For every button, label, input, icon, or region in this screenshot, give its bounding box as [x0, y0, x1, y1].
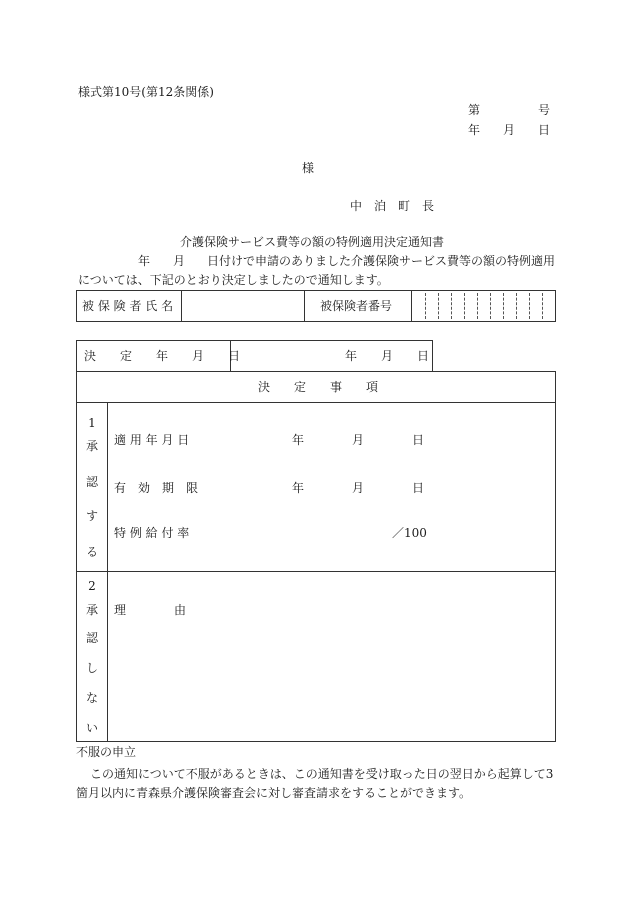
approve-number: 1 [88, 416, 96, 430]
doc-number-dai: 第 [468, 103, 481, 117]
intro-line1: 日付けで申請のありました介護保険サービス費等の額の特例適用 [207, 254, 556, 268]
approve-char: す [85, 509, 98, 523]
special-rate-label: 特 例 給 付 率 [114, 526, 190, 540]
intro-line2: については、下記のとおり決定しましたので通知します。 [78, 273, 389, 287]
decision-matters-table [76, 371, 556, 742]
apply-date-month: 月 [352, 433, 365, 447]
appeal-line1: この通知について不服があるときは、この通知書を受け取った日の翌日から起算して3 [90, 767, 554, 781]
reason-label: 理 由 [114, 603, 187, 617]
valid-period-year: 年 [292, 481, 305, 495]
intro-month: 月 [173, 254, 186, 268]
apply-date-label: 適 用 年 月 日 [114, 433, 190, 447]
insured-name-field[interactable] [182, 291, 303, 321]
decision-date-label: 決 定 年 月 日 [84, 349, 241, 363]
valid-period-label: 有 効 期 限 [114, 481, 199, 495]
issuer: 中 泊 町 長 [350, 199, 435, 213]
valid-period-day: 日 [412, 481, 425, 495]
approve-char: る [85, 545, 98, 559]
deny-char: 承 [85, 603, 98, 617]
form-number: 様式第10号(第12条関係) [78, 85, 214, 99]
apply-date-year: 年 [292, 433, 305, 447]
insured-name-label: 被 保 険 者 氏 名 [82, 299, 174, 313]
deny-char: い [85, 721, 98, 735]
decision-date-month: 月 [381, 349, 394, 363]
decision-matters-label: 決 定 事 項 [258, 380, 379, 394]
decision-date-day: 日 [417, 349, 430, 363]
deny-number: 2 [88, 579, 96, 593]
issue-date-month: 月 [503, 123, 516, 137]
appeal-heading: 不服の申立 [76, 745, 137, 759]
apply-date-day: 日 [412, 433, 425, 447]
deny-char: し [85, 661, 98, 675]
deny-char: な [85, 691, 98, 705]
special-rate-suffix: ／100 [392, 526, 427, 540]
insured-number-label: 被保険者番号 [320, 299, 393, 313]
deny-char: 認 [85, 631, 98, 645]
document-title: 介護保険サービス費等の額の特例適用決定通知書 [180, 235, 445, 249]
insured-number-field[interactable] [412, 291, 555, 321]
valid-period-month: 月 [352, 481, 365, 495]
issue-date-day: 日 [538, 123, 551, 137]
approve-char: 承 [85, 439, 98, 453]
approve-char: 認 [85, 475, 98, 489]
doc-number-go: 号 [538, 103, 551, 117]
intro-year: 年 [138, 254, 151, 268]
appeal-line2: 箇月以内に青森県介護保険審査会に対し審査請求をすることができます。 [76, 786, 472, 800]
recipient-suffix: 様 [302, 161, 315, 175]
issue-date-year: 年 [468, 123, 481, 137]
decision-date-year: 年 [345, 349, 358, 363]
